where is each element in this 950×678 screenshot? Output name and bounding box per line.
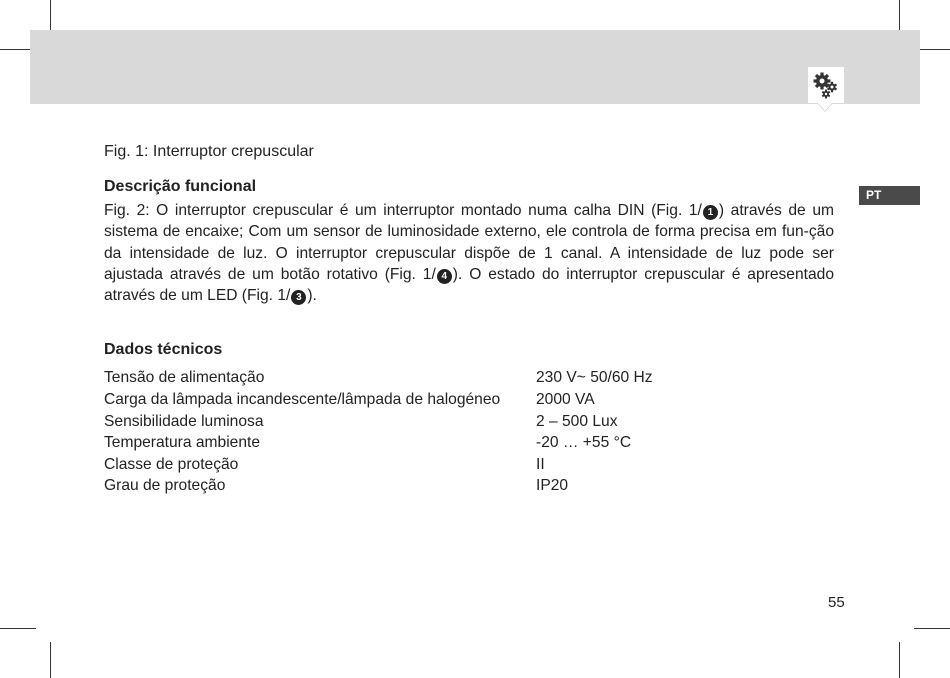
spec-label: Temperatura ambiente bbox=[104, 434, 261, 452]
table-row bbox=[104, 432, 653, 454]
description-text-2: ) através de um sistema de encaixe; Com um sensor de luminosidade externo, ele controla de forma precisa em fun-ção da intensidade de luz. O interruptor crepuscular dispõe de 1 canal. A intensidade de luz pode ser ajustada através de um botão rotativo (Fig. 1/ bbox=[104, 202, 834, 283]
crop-mark bbox=[50, 642, 51, 678]
description-text-4: ). bbox=[307, 287, 317, 305]
technical-data-heading: Dados técnicos bbox=[104, 341, 223, 359]
description-text-3: ). O estado do interruptor crepuscular é apresentado através de um LED (Fig. 1/ bbox=[104, 265, 834, 305]
crop-mark bbox=[914, 628, 950, 629]
spec-label: Grau de proteção bbox=[104, 477, 226, 495]
header-band bbox=[30, 30, 920, 104]
table-row bbox=[104, 389, 653, 411]
spec-value: 230 V~ 50/60 Hz bbox=[536, 369, 653, 387]
spec-label: Tensão de alimentação bbox=[104, 369, 265, 387]
figure-reference-badge: 1 bbox=[703, 205, 718, 220]
main-content bbox=[104, 142, 834, 497]
language-tab bbox=[859, 186, 920, 205]
spec-label: Classe de proteção bbox=[104, 455, 239, 473]
figure-reference-badge: 3 bbox=[291, 290, 306, 305]
table-row bbox=[104, 475, 653, 497]
gears-icon bbox=[808, 67, 844, 103]
functional-description-text bbox=[104, 200, 834, 306]
table-row bbox=[104, 367, 653, 389]
crop-mark bbox=[0, 628, 36, 629]
description-text-1: Fig. 2: O interruptor crepuscular é um interruptor montado numa calha DIN (Fig. 1/ bbox=[104, 202, 702, 219]
spec-label: Carga da lâmpada incandescente/lâmpada de halogéneo bbox=[104, 391, 501, 409]
technical-data-table bbox=[104, 367, 653, 497]
spec-value: IP20 bbox=[536, 477, 569, 495]
functional-description-heading: Descrição funcional bbox=[104, 178, 257, 195]
spec-value: -20 … +55 °C bbox=[536, 434, 632, 452]
spec-value: 2000 VA bbox=[536, 391, 595, 409]
table-row bbox=[104, 411, 653, 433]
gear-pointer bbox=[818, 103, 832, 111]
figure-caption: Fig. 1: Interruptor crepuscular bbox=[104, 143, 314, 160]
spec-label: Sensibilidade luminosa bbox=[104, 412, 264, 430]
table-row bbox=[104, 454, 653, 476]
language-tab-label: PT bbox=[866, 188, 882, 202]
crop-mark bbox=[899, 642, 900, 678]
spec-value: II bbox=[536, 455, 545, 473]
figure-reference-badge: 4 bbox=[437, 269, 452, 284]
spec-value: 2 – 500 Lux bbox=[536, 412, 618, 430]
page-number: 55 bbox=[828, 594, 845, 611]
